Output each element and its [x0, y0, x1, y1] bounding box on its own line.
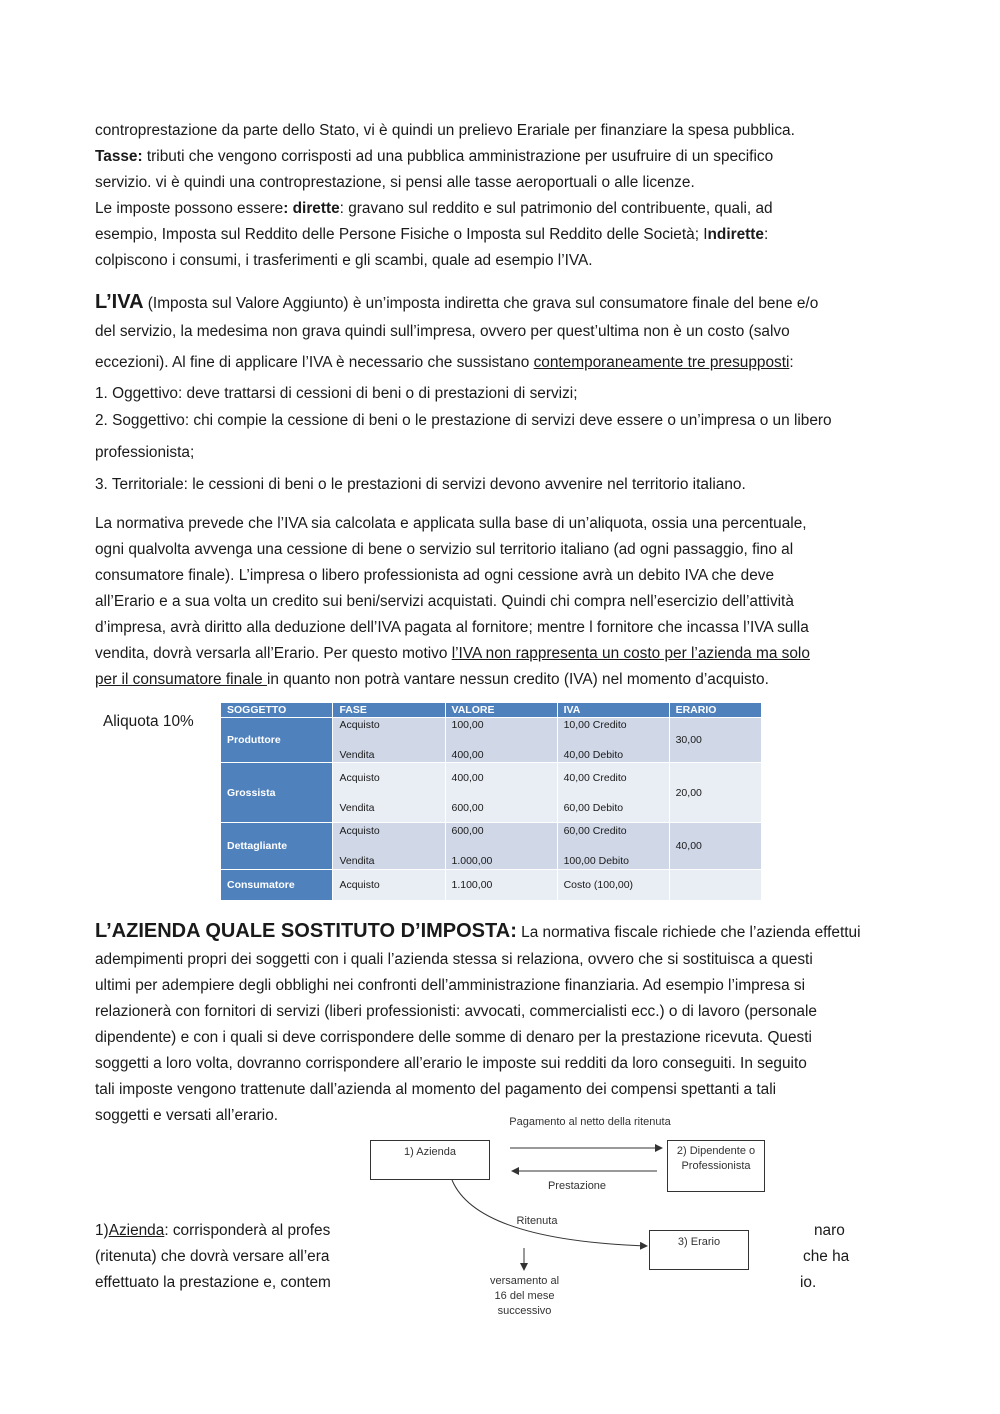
soggetto-cell: Produttore: [221, 718, 333, 763]
valore-cell: [445, 763, 557, 823]
text-line: all’Erario e a sua volta un credito sui beni/servizi acquistati. Quindi chi compra nell’esercizio dell’attività: [95, 593, 794, 610]
cell-value: Vendita: [339, 855, 375, 867]
versamento-line: successivo: [497, 1305, 552, 1317]
cell-value: Vendita: [339, 749, 375, 761]
valore-cell: 1.100,00: [445, 870, 557, 900]
text-span: 1): [95, 1222, 109, 1239]
column-header: VALORE: [445, 703, 557, 718]
iva-cell: Costo (100,00): [557, 870, 669, 900]
soggetto-cell: Grossista: [221, 763, 333, 823]
text-span: :: [763, 226, 769, 243]
text-line: adempimenti propri dei soggetti con i quali l’azienda stessa si relaziona, ovvero che si sostituisca a questi: [95, 951, 813, 968]
text-line: servizio. vi è quindi una controprestazione, si pensi alle tasse aeroportuali o alle licenze.: [95, 174, 695, 191]
normativa-paragraph: [95, 511, 905, 693]
dipendente-box: [667, 1140, 765, 1192]
cell-value: Acquisto: [339, 825, 380, 837]
list-item-continuation: professionista;: [95, 444, 195, 461]
column-header: IVA: [557, 703, 669, 718]
sostituto-section: [95, 917, 905, 1129]
cell-value: 60,00 Credito: [563, 825, 627, 837]
text-span: vendita, dovrà versarla all’Erario. Per questo motivo: [95, 645, 452, 662]
text-line: tali imposte vengono trattenute dall’azienda al momento del pagamento dei compensi spettanti a tali: [95, 1081, 777, 1098]
column-header: FASE: [333, 703, 445, 718]
dirette-term: : dirette: [283, 200, 340, 217]
text-fragment: naro: [814, 1222, 845, 1239]
text-span: eccezioni). Al fine di applicare l’IVA è necessario che sussistano: [95, 354, 534, 371]
text-span: (Imposta sul Valore Aggiunto) è un’imposta indiretta che grava sul consumatore finale del bene e/o: [143, 295, 819, 312]
erario-box: 3) Erario: [649, 1230, 749, 1270]
sostituto-heading: L’AZIENDA QUALE SOSTITUTO D’IMPOSTA:: [95, 920, 517, 942]
versamento-line: 16 del mese: [494, 1290, 555, 1302]
text-line: del servizio, la medesima non grava quindi sull’impresa, ovvero per quest’ultima non è un costo (salvo: [95, 323, 790, 340]
text-line: soggetti e versati all’erario.: [95, 1107, 279, 1124]
text-span: : corrisponderà al profes: [164, 1222, 331, 1239]
text-span: esempio, Imposta sul Reddito delle Persone Fisiche o Imposta sul Reddito delle Società; I: [95, 226, 708, 243]
cell-value: 10,00 Credito: [563, 719, 627, 731]
text-line: dipendente) e con i quali si deve corrispondere delle somme di denaro per la prestazione ricevuta. Questi: [95, 1029, 812, 1046]
ritenuta-diagram: [357, 1110, 797, 1325]
text-fragment: che ha: [803, 1248, 850, 1265]
soggetto-cell: Consumatore: [221, 870, 333, 900]
cell-value: 600,00: [451, 825, 484, 837]
text-span: in quanto non potrà vantare nessun credito (IVA) nel momento d’acquisto.: [266, 671, 769, 688]
table-row: [221, 870, 762, 900]
text-line: [95, 196, 905, 222]
text-span: La normativa fiscale richiede che l’azienda effettui: [516, 924, 861, 941]
valore-cell: [445, 823, 557, 870]
cell-value: Vendita: [339, 801, 375, 814]
text-line: ogni qualvolta avvenga una cessione di bene o servizio sul territorio italiano (ad ogni passaggio, fino al: [95, 541, 794, 558]
versamento-label: [472, 1274, 577, 1319]
underlined-text: l’IVA non rappresenta un costo per l’azienda ma solo: [451, 645, 810, 662]
cell-value: Acquisto: [339, 719, 380, 731]
azienda-box: 1) Azienda: [370, 1140, 490, 1180]
indirette-term: ndirette: [707, 226, 764, 243]
fase-cell: [333, 763, 445, 823]
cell-value: 40,00 Credito: [563, 771, 627, 784]
text-line: colpiscono i consumi, i trasferimenti e gli scambi, quale ad esempio l’IVA.: [95, 252, 593, 269]
table-row: [221, 823, 762, 870]
soggetto-cell: Dettagliante: [221, 823, 333, 870]
text-line: La normativa prevede che l’IVA sia calcolata e applicata sulla base di un’aliquota, ossia una percentuale,: [95, 515, 807, 532]
aliquota-label: Aliquota 10%: [103, 713, 194, 730]
prestazione-label: Prestazione: [547, 1180, 607, 1192]
column-header: SOGGETTO: [221, 703, 333, 718]
text-line: [95, 917, 905, 947]
text-line: (ritenuta) che dovrà versare all’era: [95, 1248, 330, 1265]
cell-value: 100,00 Debito: [563, 855, 629, 867]
versamento-line: versamento al: [489, 1275, 560, 1287]
erario-cell: 20,00: [669, 763, 761, 823]
table-header-row: [221, 703, 762, 718]
erario-cell: 30,00: [669, 718, 761, 763]
fase-cell: [333, 718, 445, 763]
text-fragment: io.: [800, 1274, 817, 1291]
table-row: [221, 763, 762, 823]
text-line: [95, 667, 905, 693]
text-line: consumatore finale). L’impresa o libero professionista ad ogni cessione avrà un debito IVA che deve: [95, 567, 775, 584]
cell-value: 1.000,00: [451, 855, 493, 867]
text-line: [95, 641, 905, 667]
text-line: ultimi per adempiere degli obblighi nei confronti dell’amministrazione finanziaria. Ad esempio l’impresa si: [95, 977, 806, 994]
erario-cell: 40,00: [669, 823, 761, 870]
list-item: 3. Territoriale: le cessioni di beni o le prestazioni di servizi devono avvenire nel territorio italiano.: [95, 476, 746, 493]
text-span: :: [789, 354, 794, 371]
valore-cell: [445, 718, 557, 763]
text-span: tributi che vengono corrisposti ad una pubblica amministrazione per usufruire di un specifico: [142, 148, 774, 165]
cell-value: 100,00: [451, 719, 484, 731]
text-line: [95, 345, 905, 381]
payment-label: Pagamento al netto della ritenuta: [509, 1116, 671, 1128]
cell-value: 40,00 Debito: [563, 749, 624, 761]
text-line: effettuato la prestazione e, contem: [95, 1274, 331, 1291]
text-line: d’impresa, avrà diritto alla deduzione dell’IVA pagata al fornitore; mentre l fornitore che incassa l’IVA sulla: [95, 619, 809, 636]
text-line: [95, 288, 905, 318]
text-span: Le imposte possono essere: [95, 200, 284, 217]
cell-value: 400,00: [451, 749, 484, 761]
azienda-underlined: Azienda: [108, 1222, 165, 1239]
iva-cell: [557, 763, 669, 823]
paragraph-right-fragments: [800, 1218, 849, 1296]
fase-cell: Acquisto: [333, 870, 445, 900]
presupposti-underlined: contemporaneamente tre presupposti: [533, 354, 790, 371]
text-line: soggetti a loro volta, dovranno corrispondere all’erario le imposte sui redditi da loro conseguiti. In seguito: [95, 1055, 807, 1072]
cell-value: 400,00: [451, 771, 484, 784]
iva-cell: [557, 823, 669, 870]
text-line: controprestazione da parte dello Stato, vi è quindi un prelievo Erariale per finanziare la spesa pubblica.: [95, 122, 795, 139]
list-item: 1. Oggettivo: deve trattarsi di cessioni di beni o di prestazioni di servizi;: [95, 385, 578, 402]
iva-heading: L’IVA: [95, 291, 144, 313]
iva-section: [95, 288, 905, 499]
text-span: : gravano sul reddito e sul patrimonio del contribuente, quali, ad: [339, 200, 773, 217]
text-line: relazionerà con fornitori di servizi (liberi professionisti: avvocati, commercialisti ecc.) o di lavoro (personale: [95, 1003, 817, 1020]
box-line: 2) Dipendente o: [676, 1145, 756, 1157]
iva-table: [221, 703, 762, 900]
cell-value: Acquisto: [339, 771, 380, 784]
tasse-term: Tasse:: [95, 148, 143, 165]
intro-paragraph: [95, 118, 905, 274]
column-header: ERARIO: [669, 703, 761, 718]
box-line: Professionista: [681, 1160, 751, 1172]
list-item: 2. Soggettivo: chi compie la cessione di beni o le prestazione di servizi deve essere o un’impresa o un libero: [95, 412, 832, 429]
ritenuta-label: Ritenuta: [516, 1215, 558, 1227]
text-line: [95, 144, 905, 170]
fase-cell: [333, 823, 445, 870]
cell-value: 600,00: [451, 801, 484, 814]
text-line: [95, 222, 905, 248]
cell-value: 60,00 Debito: [563, 801, 624, 814]
table-row: [221, 718, 762, 763]
erario-cell: [669, 870, 761, 900]
iva-cell: [557, 718, 669, 763]
underlined-text: per il consumatore finale: [95, 671, 267, 688]
